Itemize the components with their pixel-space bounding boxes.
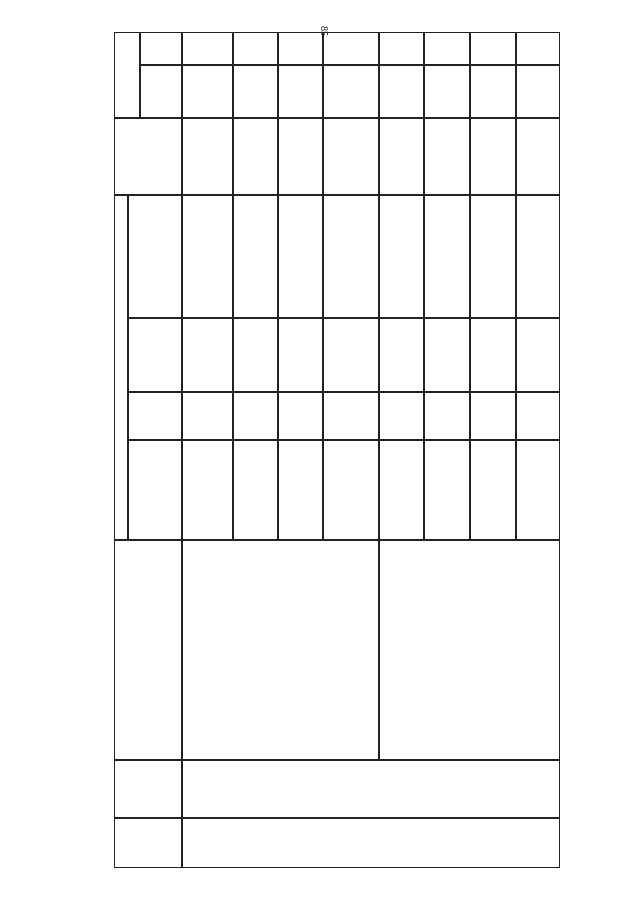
- row-org: [182, 440, 233, 540]
- header-forces: [114, 118, 182, 195]
- row-forces: [323, 118, 379, 195]
- row-contacts: [278, 195, 323, 318]
- row-fio: [182, 392, 233, 440]
- class-value: [182, 818, 560, 868]
- header-equipment: [140, 65, 182, 118]
- row-equipment: [424, 65, 470, 118]
- row-fio: [323, 392, 379, 440]
- row-org: [516, 440, 560, 540]
- row-forces: [424, 118, 470, 195]
- row-position: [424, 318, 470, 392]
- row-equipment: [233, 65, 278, 118]
- row-machinery: [470, 32, 516, 65]
- row-contacts: [516, 195, 560, 318]
- row-org: [278, 440, 323, 540]
- row-machinery: [516, 32, 560, 65]
- row-position: [182, 318, 233, 392]
- row-org: [323, 440, 379, 540]
- row-forces: [182, 118, 233, 195]
- row-machinery: [323, 32, 379, 65]
- row-fio: [470, 392, 516, 440]
- row-equipment: [278, 65, 323, 118]
- row-fio: [379, 392, 424, 440]
- row-position: [278, 318, 323, 392]
- row-contacts: [323, 195, 379, 318]
- level-value: [182, 760, 560, 818]
- row-org: [233, 440, 278, 540]
- header-org: [128, 440, 182, 540]
- row-machinery: [182, 32, 233, 65]
- page-number: 85: [318, 26, 329, 36]
- row-position: [233, 318, 278, 392]
- row-contacts: [470, 195, 516, 318]
- row-fio: [278, 392, 323, 440]
- row-forces: [278, 118, 323, 195]
- row-equipment: [470, 65, 516, 118]
- row-machinery: [233, 32, 278, 65]
- row-position: [470, 318, 516, 392]
- row-contacts: [379, 195, 424, 318]
- row-forces: [233, 118, 278, 195]
- row-equipment: [182, 65, 233, 118]
- header-level: [114, 760, 182, 818]
- row-machinery: [424, 32, 470, 65]
- row-equipment: [379, 65, 424, 118]
- header-fio: [128, 392, 182, 440]
- row-equipment: [516, 65, 560, 118]
- measure-2: [379, 540, 560, 760]
- row-contacts: [424, 195, 470, 318]
- row-forces: [516, 118, 560, 195]
- header-means-group: [114, 32, 140, 118]
- row-org: [424, 440, 470, 540]
- header-machinery: [140, 32, 182, 65]
- row-fio: [424, 392, 470, 440]
- row-contacts: [182, 195, 233, 318]
- row-machinery: [379, 32, 424, 65]
- header-contacts: [128, 195, 182, 318]
- row-equipment: [323, 65, 379, 118]
- row-org: [379, 440, 424, 540]
- measure-1: [182, 540, 379, 760]
- row-contacts: [233, 195, 278, 318]
- row-position: [516, 318, 560, 392]
- header-responsible-group: [114, 195, 128, 540]
- row-fio: [516, 392, 560, 440]
- header-measures: [114, 540, 182, 760]
- header-class: [114, 818, 182, 868]
- row-position: [323, 318, 379, 392]
- header-position: [128, 318, 182, 392]
- row-machinery: [278, 32, 323, 65]
- row-forces: [470, 118, 516, 195]
- row-fio: [233, 392, 278, 440]
- row-forces: [379, 118, 424, 195]
- row-position: [379, 318, 424, 392]
- row-org: [470, 440, 516, 540]
